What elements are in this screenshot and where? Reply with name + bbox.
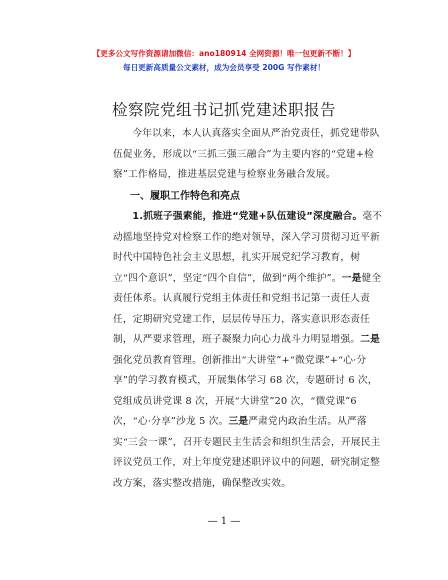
intro-paragraph: 今年以来，本人认真落实全面从严治党责任，抓党建带队伍促业务，形成以“三抓三强三融合”为主要内容的“党建+检察”工作格局，推进基层党建与检察业务融合发展。	[113, 128, 380, 180]
enumeration-marker: 三是	[228, 416, 249, 427]
enumeration-marker: 二是	[360, 334, 380, 345]
promo-banner-line-1: 【更多公文写作资源请加微信：ano180914 全网资源！唯一包更新不断！】	[92, 49, 356, 58]
section-paragraph	[113, 207, 383, 494]
paragraph-text: 严肃党内政治生活。从严落实“三会一课”，召开专题民主生活会和组织生活会，开展民主评议党员工作，对上年度党建述职评议中的问题，研究制定整改方案，落实整改措施，确保整改实效。	[113, 416, 381, 489]
paragraph-text: 强化党员教育管理。创新推出“大讲堂”+“微党课”+“心·分享”的学习教育模式，开展集体学习 68 次，专题研讨 6 次，党组成员讲党课 8 次，开展“大讲堂”20 次，“微党课”6 次，“心·分享”沙龙 5 次。	[113, 354, 378, 427]
paragraph-lead: 1.抓班子强素能，推进“党建+队伍建设”深度融合。	[132, 211, 363, 222]
paragraph-text: 毫不动摇地坚持党对检察工作的绝对领导，深入学习贯彻习近平新时代中国特色社会主义思想，扎实开展党纪学习教育，树立“四个意识”，坚定“四个自信”，做到“两个维护”。	[113, 211, 383, 284]
paragraph-text: 健全责任体系。认真履行党组主体责任和党组书记第一责任人责任，定期研究党建工作，层层传导压力，落实意识形态责任制，从严要求管理，班子凝聚力向心力战斗力明显增强。	[113, 272, 382, 345]
document-title: 检察院党组书记抓党建述职报告	[111, 101, 336, 119]
promo-banner-line-2: 每日更新高质量公文素材，成为会员享受 200G 写作素材！	[122, 63, 326, 72]
enumeration-marker: 一是	[341, 272, 362, 284]
section-heading: 一、履职工作特色和亮点	[130, 191, 240, 202]
page-number: — 1 —	[207, 516, 241, 527]
